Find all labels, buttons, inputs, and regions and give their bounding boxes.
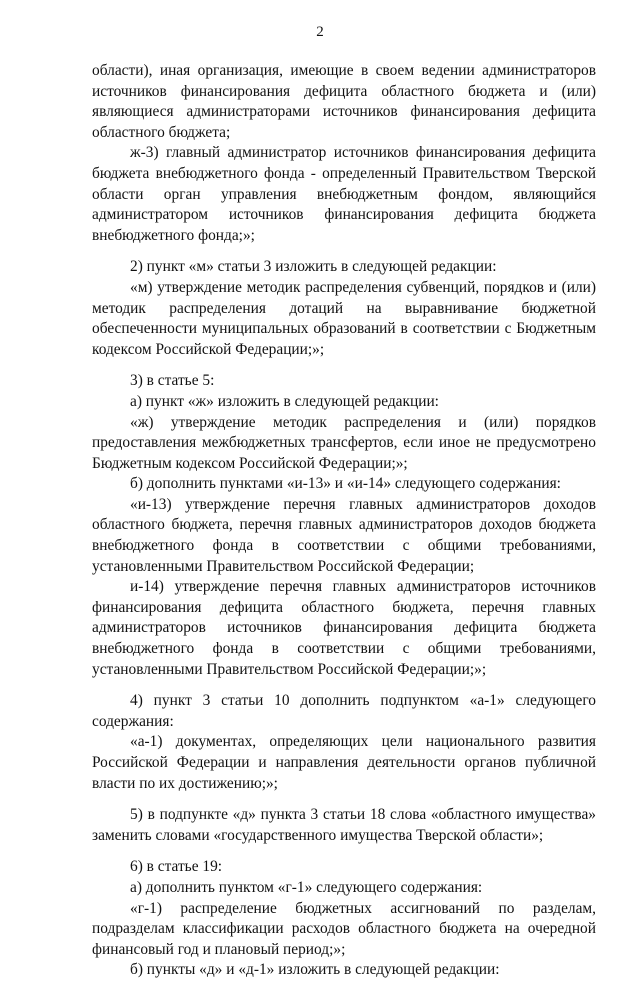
paragraph: области), иная организация, имеющие в своем ведении администраторов источников финансирования дефицита областного бюджета и (или) являющиеся администраторами источников финансирования дефицита областного бюджета;	[92, 62, 596, 141]
paragraph-spacer	[92, 680, 596, 691]
paragraph: а) дополнить пунктом «г-1» следующего содержания:	[130, 878, 483, 896]
paragraph: «а-1) документах, определяющих цели национального развития Российской Федерации и направления деятельности органов публичной власти по их достижению;»;	[92, 733, 596, 792]
paragraph: 5) в подпункте «д» пункта 3 статьи 18 слова «областного имущества» заменить словами «государственного имущества Тверской области»;	[92, 806, 596, 844]
paragraph: б) пункты «д» и «д-1» изложить в следующей редакции:	[130, 961, 500, 979]
paragraph-spacer	[92, 360, 596, 371]
paragraph: «г-1) распределение бюджетных ассигнований по разделам, подразделам классификации расходов областного бюджета на очередной финансовый год и плановый период;»;	[92, 899, 596, 958]
paragraph: и-14) утверждение перечня главных администраторов источников финансирования дефицита областного бюджета, перечня главных администраторов источников финансирования дефицита бюджета внебюджетного фонда в соответствии с общими требованиями, установленными Правительством Российской Федерации;»;	[92, 578, 596, 678]
paragraph: 6) в статье 19:	[130, 858, 223, 876]
paragraph: 2) пункт «м» статьи 3 изложить в следующей редакции:	[130, 258, 497, 276]
page-number: 2	[316, 24, 324, 40]
paragraph: 3) в статье 5:	[130, 372, 215, 390]
paragraph: «ж) утверждение методик распределения и (или) порядков предоставления межбюджетных трансфертов, если иное не предусмотрено Бюджетным кодексом Российской Федерации;»;	[92, 413, 596, 472]
paragraph-spacer	[92, 846, 596, 857]
document-body	[92, 61, 596, 981]
paragraph: 4) пункт 3 статьи 10 дополнить подпунктом «а-1» следующего содержания:	[92, 692, 596, 730]
paragraph: ж-3) главный администратор источников финансирования дефицита бюджета внебюджетного фонда - определенный Правительством Тверской области орган управления внебюджетным фондом, являющийся администратором источников финансирования дефицита бюджета внебюджетного фонда;»;	[92, 144, 596, 244]
paragraph-spacer	[92, 794, 596, 805]
paragraph: а) пункт «ж» изложить в следующей редакции:	[130, 392, 439, 410]
paragraph-spacer	[92, 246, 596, 257]
paragraph: «и-13) утверждение перечня главных администраторов доходов областного бюджета, перечня главных администраторов доходов бюджета внебюджетного фонда в соответствии с общими требованиями, установленными Правительством Российской Федерации;	[92, 495, 596, 575]
paragraph: б) дополнить пунктами «и-13» и «и-14» следующего содержания:	[130, 475, 561, 493]
paragraph: «м) утверждение методик распределения субвенций, порядков и (или) методик распределения дотаций на выравнивание бюджетной обеспеченности муниципальных образований в соответствии с Бюджетным кодексом Российской Федерации;»;	[92, 278, 596, 358]
